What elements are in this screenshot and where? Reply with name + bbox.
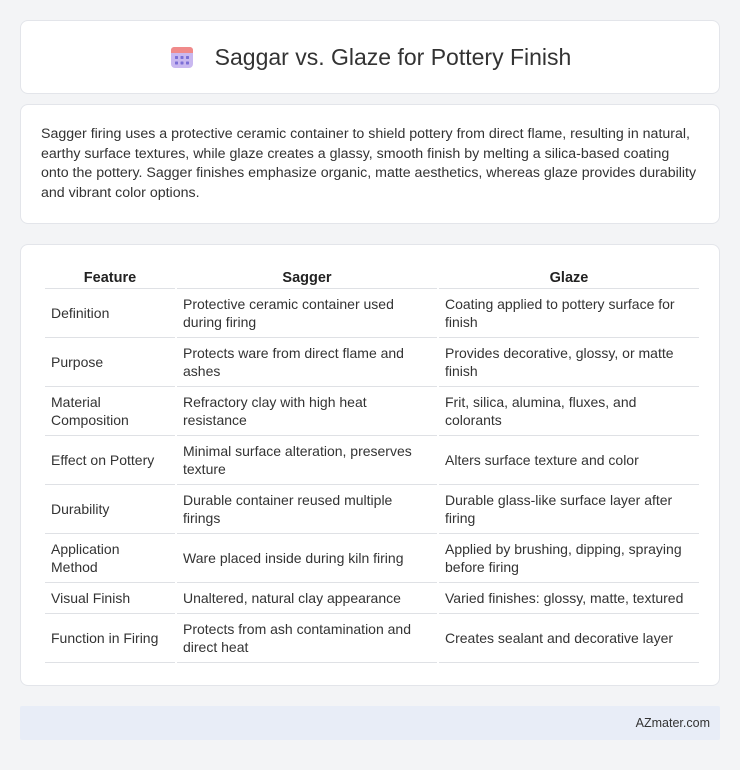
glaze-cell: Durable glass-like surface layer after firing [439,485,699,534]
glaze-cell: Creates sealant and decorative layer [439,614,699,663]
header-feature: Feature [45,265,175,289]
feature-cell: Purpose [45,338,175,387]
sagger-cell: Unaltered, natural clay appearance [177,583,437,614]
footer-brand[interactable]: AZmater.com [635,716,710,730]
sagger-cell: Protects from ash contamination and direct heat [177,614,437,663]
title-card [20,20,720,94]
comparison-table-card [20,244,720,686]
feature-cell: Effect on Pottery [45,436,175,485]
header-sagger: Sagger [177,265,437,289]
feature-cell: Application Method [45,534,175,583]
glaze-cell: Varied finishes: glossy, matte, textured [439,583,699,614]
sagger-cell: Protective ceramic container used during firing [177,289,437,338]
feature-cell: Function in Firing [45,614,175,663]
feature-cell: Durability [45,485,175,534]
feature-cell: Material Composition [45,387,175,436]
table-row [45,387,699,436]
table-header-row [45,265,699,289]
table-row [45,534,699,583]
glaze-cell: Frit, silica, alumina, fluxes, and colorants [439,387,699,436]
table-row [45,289,699,338]
summary-card [20,104,720,224]
table-row [45,485,699,534]
sagger-cell: Durable container reused multiple firings [177,485,437,534]
header-glaze: Glaze [439,265,699,289]
sagger-cell: Protects ware from direct flame and ashes [177,338,437,387]
comparison-table [43,265,701,663]
table-row [45,338,699,387]
feature-cell: Definition [45,289,175,338]
glaze-cell: Provides decorative, glossy, or matte finish [439,338,699,387]
sagger-cell: Refractory clay with high heat resistance [177,387,437,436]
footer [20,706,720,740]
calendar-icon [169,44,195,70]
feature-cell: Visual Finish [45,583,175,614]
table-row [45,436,699,485]
glaze-cell: Coating applied to pottery surface for finish [439,289,699,338]
sagger-cell: Ware placed inside during kiln firing [177,534,437,583]
table-row [45,583,699,614]
summary-text: Sagger firing uses a protective ceramic container to shield pottery from direct flame, resulting in natural, earthy surface textures, while glaze creates a glassy, smooth finish by melting a silica-based coating onto the pottery. Sagger finishes emphasize organic, matte aesthetics, whereas glaze provides durability and vibrant color options. [41,126,697,201]
table-row [45,614,699,663]
glaze-cell: Alters surface texture and color [439,436,699,485]
sagger-cell: Minimal surface alteration, preserves texture [177,436,437,485]
page-title: Saggar vs. Glaze for Pottery Finish [214,43,572,70]
glaze-cell: Applied by brushing, dipping, spraying before firing [439,534,699,583]
